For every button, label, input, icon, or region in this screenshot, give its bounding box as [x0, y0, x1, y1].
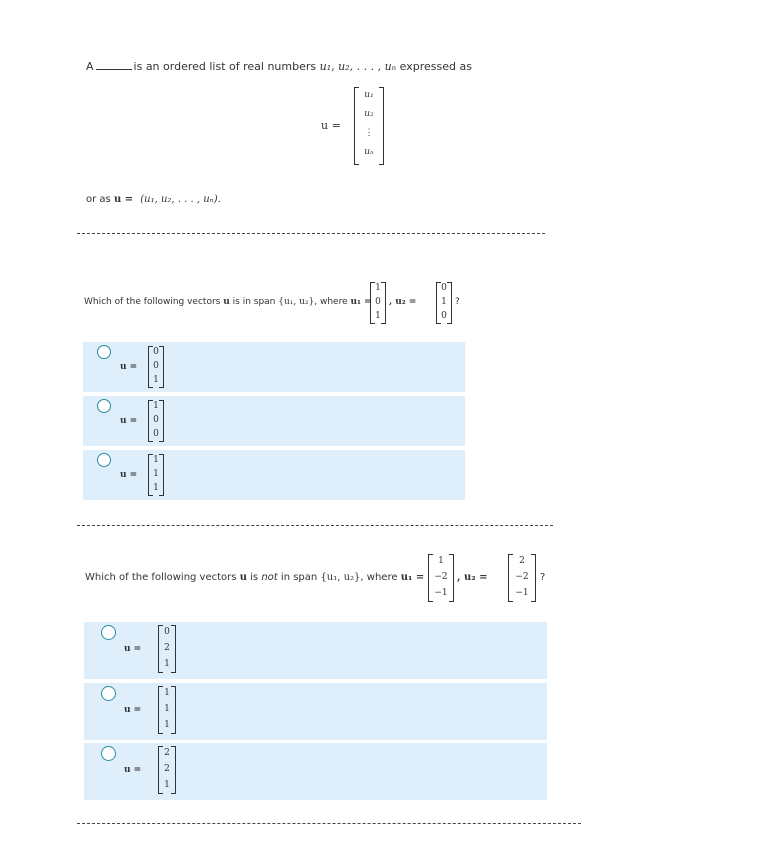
q2-option-3-vector — [148, 454, 164, 496]
q3-u1-vector — [428, 554, 454, 602]
q2-option-1-entry: 0 — [153, 361, 159, 371]
q2-prefix: Which of the following vectors — [84, 297, 221, 307]
q3-in: in span — [280, 572, 318, 583]
q1-entry-4: uₙ — [364, 147, 374, 157]
q3-option-3-label: u = — [124, 765, 142, 775]
q3-prefix: Which of the following vectors — [85, 572, 237, 583]
q3-option-2-entry: 1 — [164, 704, 170, 714]
q1-prefix: A — [86, 60, 94, 73]
q3-u2-entry: −2 — [515, 572, 529, 582]
q3-u2-vector — [508, 554, 536, 602]
q3-option-2[interactable] — [84, 683, 547, 740]
q2-option-1-entry: 0 — [153, 347, 159, 357]
q2-option-2-entry: 0 — [153, 429, 159, 439]
q3-option-1-entry: 0 — [164, 627, 170, 637]
q2-option-1[interactable] — [83, 342, 465, 392]
q3-option-3-vector — [158, 746, 176, 794]
divider-2 — [77, 525, 553, 526]
q2-option-2-radio[interactable] — [97, 399, 111, 413]
q2-where: , where — [314, 297, 348, 307]
q1-entry-1: u₁ — [364, 90, 374, 100]
q3-option-3-entry: 2 — [164, 764, 170, 774]
q3-option-3-entry: 2 — [164, 748, 170, 758]
q3-option-2-radio[interactable] — [101, 686, 116, 701]
q1-sentence — [86, 60, 472, 73]
q1-or-as: or as — [86, 194, 111, 205]
q2-option-3-label: u = — [120, 470, 138, 480]
q2-option-3-radio[interactable] — [97, 453, 111, 467]
q2-option-3-entry: 1 — [153, 469, 159, 479]
q1-blank[interactable] — [96, 69, 132, 70]
q3-u2-entry: 2 — [519, 556, 525, 566]
q2-option-3-entry: 1 — [153, 455, 159, 465]
q2-option-2-vector — [148, 400, 164, 442]
q3-option-2-vector — [158, 686, 176, 734]
q2-u2-label: , u₂ = — [389, 297, 417, 307]
q3-option-1-vector — [158, 625, 176, 673]
q3-u: u — [239, 572, 247, 583]
q1-mid: is an ordered list of real numbers — [133, 60, 317, 73]
q2-span: {u₁, u₂} — [278, 297, 315, 307]
q1-entry-2: u₂ — [364, 109, 374, 119]
q3-option-2-label: u = — [124, 705, 142, 715]
q3-u1-label: u₁ = — [400, 572, 425, 583]
q3-not: not — [261, 572, 278, 583]
q2-qmark: ? — [455, 297, 460, 307]
q2-u2-vector — [436, 282, 452, 324]
q2-option-2-entry: 1 — [153, 401, 159, 411]
q3-option-2-entry: 1 — [164, 688, 170, 698]
q2-option-1-label: u = — [120, 362, 138, 372]
q2-mid: is in span — [232, 297, 276, 307]
q2-option-2[interactable] — [83, 396, 465, 446]
divider-1 — [77, 233, 545, 234]
q2-option-2-entry: 0 — [153, 415, 159, 425]
q3-u2-entry: −1 — [515, 588, 529, 598]
q1-suffix: expressed as — [399, 60, 472, 73]
q1-column-vector — [354, 87, 384, 165]
q3-u1-entry: −1 — [434, 588, 448, 598]
q2-u2-entry: 1 — [441, 297, 447, 307]
q1-tuple: (u₁, u₂, . . . , uₙ). — [140, 194, 221, 205]
q3-prompt — [85, 572, 424, 583]
q3-option-1-entry: 1 — [164, 659, 170, 669]
q2-option-3-entry: 1 — [153, 483, 159, 493]
q3-option-3-radio[interactable] — [101, 746, 116, 761]
q2-option-1-vector — [148, 346, 164, 388]
q1-u-label: u = — [321, 119, 341, 132]
q3-qmark: ? — [540, 572, 546, 583]
q2-option-2-label: u = — [120, 416, 138, 426]
q3-u1-entry: 1 — [438, 556, 444, 566]
q1-seq: u₁, u₂, . . . , uₙ — [319, 60, 397, 73]
divider-3 — [77, 823, 581, 824]
q3-where: , where — [360, 572, 398, 583]
q2-option-1-entry: 1 — [153, 375, 159, 385]
q3-option-1-label: u = — [124, 644, 142, 654]
q3-option-2-entry: 1 — [164, 720, 170, 730]
q3-u1-entry: −2 — [434, 572, 448, 582]
q2-u: u — [223, 297, 230, 307]
q3-option-1-entry: 2 — [164, 643, 170, 653]
q1-or-as-line — [86, 194, 221, 205]
q2-u1-entry: 1 — [375, 311, 381, 321]
q3-option-1[interactable] — [84, 622, 547, 679]
q2-u1-vector — [370, 282, 386, 324]
q2-u2-entry: 0 — [441, 283, 447, 293]
q2-option-3[interactable] — [83, 450, 465, 500]
q3-option-3[interactable] — [84, 743, 547, 800]
q2-prompt — [84, 297, 372, 307]
q2-u1-label: u₁ = — [350, 297, 372, 307]
q3-u2-label: , u₂ = — [457, 572, 488, 583]
q1-entry-3: ⋮ — [364, 128, 374, 138]
q2-option-1-radio[interactable] — [97, 345, 111, 359]
q3-option-3-entry: 1 — [164, 780, 170, 790]
q2-u2-entry: 0 — [441, 311, 447, 321]
q3-is: is — [250, 572, 259, 583]
q3-option-1-radio[interactable] — [101, 625, 116, 640]
q2-u1-entry: 1 — [375, 283, 381, 293]
q3-span: {u₁, u₂} — [320, 572, 361, 583]
q1-or-u: u = — [113, 194, 134, 205]
q2-u1-entry: 0 — [375, 297, 381, 307]
